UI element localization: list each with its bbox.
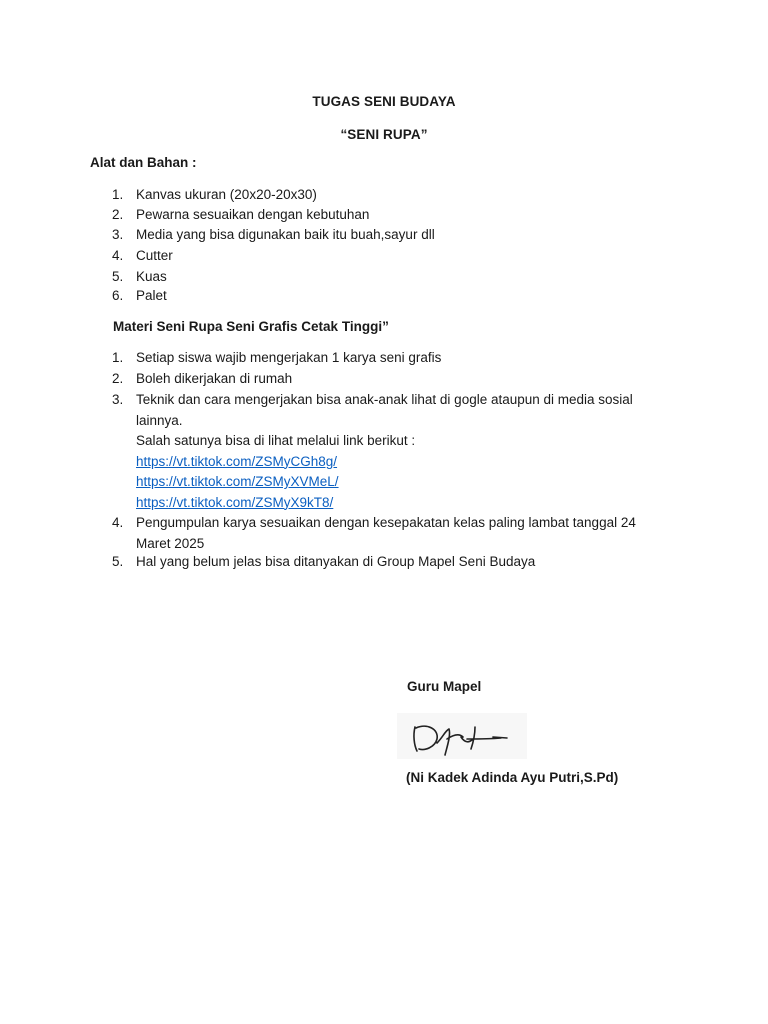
list-text-line: Pengumpulan karya sesuaikan dengan kesepakatan kelas paling lambat tanggal 24 [136, 515, 636, 530]
tiktok-link-3[interactable]: https://vt.tiktok.com/ZSMyX9kT8/ [136, 494, 334, 510]
list-number: 3. [112, 392, 124, 407]
list-text [136, 513, 646, 554]
list-number: 2. [112, 371, 124, 386]
alat-heading: Alat dan Bahan : [90, 155, 197, 170]
signature-name: (Ni Kadek Adinda Ayu Putri,S.Pd) [406, 770, 619, 785]
list-text: Hal yang belum jelas bisa ditanyakan di Group Mapel Seni Budaya [136, 554, 536, 569]
list-number: 3. [112, 227, 124, 242]
document-subtitle: “SENI RUPA” [340, 127, 428, 142]
list-text-line: Salah satunya bisa di lihat melalui link berikut : [136, 433, 416, 448]
list-text-line: Maret 2025 [136, 535, 205, 551]
list-text [136, 390, 646, 513]
list-text-line: Teknik dan cara mengerjakan bisa anak-anak lihat di gogle ataupun di media sosial [136, 392, 633, 407]
tiktok-link-2[interactable]: https://vt.tiktok.com/ZSMyXVMeL/ [136, 474, 339, 489]
tiktok-link-1[interactable]: https://vt.tiktok.com/ZSMyCGh8g/ [136, 453, 338, 469]
signature-image [397, 713, 527, 759]
list-text: Cutter [136, 248, 173, 263]
list-number: 4. [112, 515, 124, 530]
document-title: TUGAS SENI BUDAYA [312, 94, 456, 109]
list-text-line: lainnya. [136, 412, 183, 428]
list-text: Media yang bisa digunakan baik itu buah,sayur dll [136, 227, 435, 242]
list-number: 4. [112, 248, 124, 263]
list-number: 5. [112, 269, 124, 284]
list-text: Kuas [136, 269, 167, 284]
handwritten-signature-icon [397, 713, 527, 759]
list-number: 1. [112, 187, 124, 202]
list-text: Pewarna sesuaikan dengan kebutuhan [136, 207, 370, 222]
list-text: Palet [136, 288, 167, 303]
materi-heading: Materi Seni Rupa Seni Grafis Cetak Tinggi” [113, 319, 389, 334]
signature-role: Guru Mapel [407, 679, 482, 694]
list-number: 5. [112, 554, 124, 569]
list-text: Setiap siswa wajib mengerjakan 1 karya seni grafis [136, 350, 442, 365]
list-text: Kanvas ukuran (20x20-20x30) [136, 187, 317, 202]
list-number: 1. [112, 350, 124, 365]
list-number: 2. [112, 207, 124, 222]
list-number: 6. [112, 288, 124, 303]
list-text: Boleh dikerjakan di rumah [136, 371, 293, 386]
